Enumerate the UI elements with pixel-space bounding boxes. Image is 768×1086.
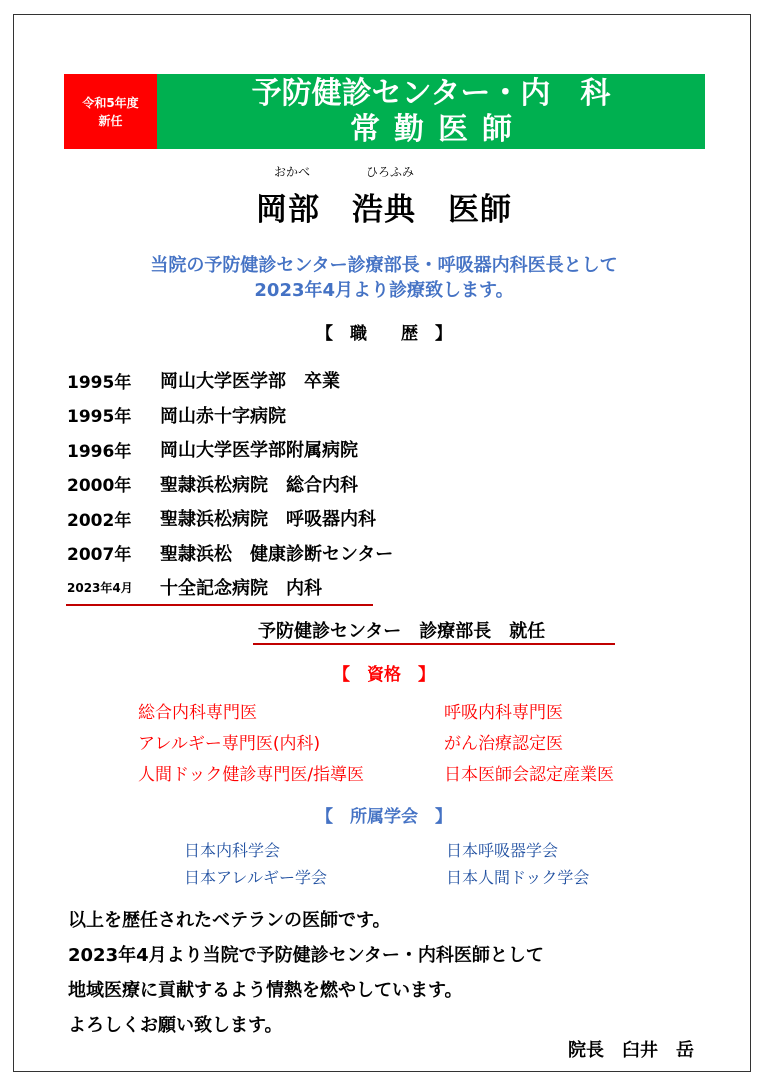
society-item: 日本アレルギー学会 [184, 868, 327, 887]
society-item: 日本呼吸器学会 [446, 841, 559, 860]
qualifications-heading: 【 資格 】 [333, 665, 435, 685]
badge-year: 令和5年度 [82, 95, 139, 110]
department-title [157, 74, 705, 149]
qualification-row [138, 695, 698, 726]
underline-divider [66, 604, 373, 606]
career-text: 十全記念病院 内科 [160, 578, 322, 600]
career-item [67, 398, 627, 433]
society-row [184, 863, 644, 890]
career-text: 岡山大学医学部附属病院 [160, 440, 358, 462]
career-heading: 【 職 歴 】 [316, 324, 452, 344]
career-year: 2002年 [67, 510, 132, 531]
qualification-item: 呼吸内科専門医 [444, 703, 563, 723]
surname-reading: おかべ [274, 165, 311, 179]
closing-line: 以上を歴任されたベテランの医師です。 [68, 910, 391, 931]
qualification-item: 総合内科専門医 [138, 703, 257, 723]
career-item [67, 432, 627, 467]
qualification-row [138, 726, 698, 757]
career-year: 2023年4月 [67, 580, 133, 595]
qualifications-list [138, 695, 698, 788]
intro-line: 2023年4月より診療致します。 [254, 280, 514, 301]
director-signature: 院長 臼井 岳 [568, 1040, 694, 1061]
career-item [67, 536, 627, 571]
given-name-reading: ひろふみ [366, 165, 415, 179]
career-text: 岡山大学医学部 卒業 [160, 371, 340, 393]
qualification-item: アレルギー専門医(内科) [138, 734, 321, 754]
career-text: 聖隷浜松病院 総合内科 [160, 474, 358, 496]
qualification-item: 人間ドック健診専門医/指導医 [138, 765, 365, 785]
closing-message [68, 903, 544, 1043]
badge-label: 新任 [98, 113, 123, 128]
career-list [67, 363, 627, 605]
career-year: 2000年 [67, 476, 132, 497]
career-year: 1995年 [67, 372, 132, 393]
intro-text [0, 253, 768, 303]
closing-line: 2023年4月より当院で予防健診センター・内科医師として [68, 945, 544, 966]
career-item [67, 501, 627, 536]
society-row [184, 836, 644, 863]
career-item [67, 467, 627, 502]
qualification-item: 日本医師会認定産業医 [444, 765, 614, 785]
career-text: 聖隷浜松 健康診断センター [160, 543, 394, 565]
qualification-row [138, 757, 698, 788]
career-year: 1996年 [67, 441, 132, 462]
new-appointment-badge [64, 74, 157, 149]
career-appointment: 予防健診センター 診療部長 就任 [258, 621, 546, 642]
department-name: 予防健診センター・内 科 [251, 75, 611, 111]
societies-heading: 【 所属学会 】 [316, 807, 452, 827]
closing-line: よろしくお願い致します。 [68, 1015, 283, 1036]
career-year: 1995年 [67, 407, 132, 428]
intro-line: 当院の予防健診センター診療部長・呼吸器内科医長として [150, 255, 618, 276]
career-text: 聖隷浜松病院 呼吸器内科 [160, 509, 376, 531]
underline-divider [253, 643, 615, 645]
society-item: 日本内科学会 [184, 841, 281, 860]
header-banner [64, 74, 705, 149]
career-text: 岡山赤十字病院 [160, 405, 286, 427]
career-item [67, 363, 627, 398]
career-item-current [67, 570, 627, 605]
name-reading [0, 163, 768, 179]
position-title: 常勤医師 [350, 111, 526, 147]
societies-list [184, 836, 644, 890]
qualification-item: がん治療認定医 [444, 734, 563, 754]
doctor-name: 岡部 浩典 医師 [256, 192, 512, 228]
society-item: 日本人間ドック学会 [446, 868, 590, 887]
closing-line: 地域医療に貢献するよう情熱を燃やしています。 [68, 980, 463, 1001]
career-year: 2007年 [67, 545, 132, 566]
